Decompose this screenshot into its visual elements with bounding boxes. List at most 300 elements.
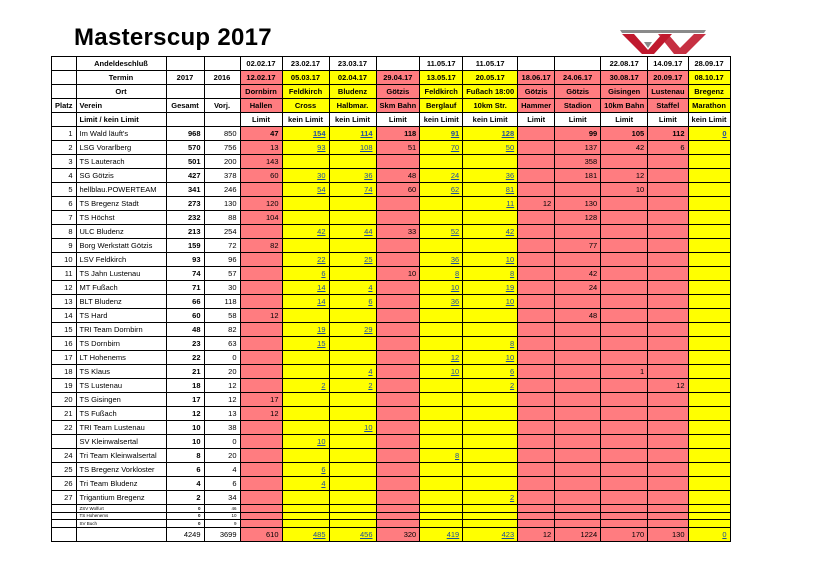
header-row-limit [52,113,731,127]
score-cell: 36 [420,253,463,267]
score-cell [329,491,376,505]
table-row [52,421,731,435]
ort-label: Ort [76,85,166,99]
score-cell: 93 [282,141,329,155]
score-cell [555,435,601,449]
score-cell: 24 [555,281,601,295]
score-cell [601,267,648,281]
score-cell: 74 [329,183,376,197]
score-cell: 4 [329,365,376,379]
table-row [52,393,731,407]
score-cell [648,337,688,351]
score-cell [240,281,282,295]
score-cell: 17 [240,393,282,407]
score-cell [420,491,463,505]
score-cell [420,512,463,520]
gesamt-cell: 23 [166,337,204,351]
score-cell: 82 [240,239,282,253]
table-row [52,267,731,281]
platz-cell: 9 [52,239,77,253]
gesamt-label: Gesamt [166,99,204,113]
vorj-cell: 246 [204,183,240,197]
score-cell [688,225,730,239]
race-termin: 24.06.17 [555,71,601,85]
score-cell [518,379,555,393]
score-cell: 114 [329,127,376,141]
score-cell [555,393,601,407]
anmeldeschluss-label: Andeldeschluß [76,57,166,71]
gesamt-cell: 22 [166,351,204,365]
score-cell [688,463,730,477]
score-cell [376,197,420,211]
score-cell [688,351,730,365]
table-row [52,477,731,491]
total-score: 423 [463,527,518,541]
score-cell [648,309,688,323]
score-cell [555,365,601,379]
race-termin: 05.03.17 [282,71,329,85]
score-cell [601,435,648,449]
score-cell [601,351,648,365]
total-score: 456 [329,527,376,541]
score-cell [282,155,329,169]
score-cell [518,512,555,520]
score-cell: 25 [329,253,376,267]
gesamt-cell: 501 [166,155,204,169]
race-limit: kein Limit [463,113,518,127]
verein-cell: LT Hohenems [76,351,166,365]
score-cell: 137 [555,141,601,155]
score-cell [463,520,518,528]
vorj-cell: 72 [204,239,240,253]
score-cell: 128 [555,211,601,225]
verein-cell: TS Hohenems [76,512,166,520]
race-bewerb: Staffel [648,99,688,113]
score-cell: 4 [329,281,376,295]
score-cell [648,267,688,281]
score-cell: 6 [329,295,376,309]
score-cell [555,520,601,528]
score-cell [648,169,688,183]
score-cell: 33 [376,225,420,239]
score-cell: 8 [420,449,463,463]
score-cell [518,463,555,477]
platz-cell: 14 [52,309,77,323]
score-cell [376,520,420,528]
race-anmeldeschluss: 11.05.17 [463,57,518,71]
verein-cell: TS Klaus [76,365,166,379]
score-cell: 50 [463,141,518,155]
vorj-cell: 96 [204,253,240,267]
total-score: 170 [601,527,648,541]
score-cell [518,225,555,239]
score-cell [518,239,555,253]
score-cell [329,477,376,491]
totals-blank [52,527,77,541]
score-cell [463,477,518,491]
race-ort: Götzis [555,85,601,99]
score-cell: 15 [282,337,329,351]
score-cell: 105 [601,127,648,141]
table-row [52,211,731,225]
table-row [52,449,731,463]
platz-cell: 12 [52,281,77,295]
score-cell [463,211,518,225]
score-cell [688,379,730,393]
score-cell [329,337,376,351]
score-cell [240,225,282,239]
gesamt-cell: 570 [166,141,204,155]
verein-cell: TS Fußach [76,407,166,421]
totals-blank [76,527,166,541]
table-row [52,141,731,155]
score-cell [648,512,688,520]
header-blank [204,113,240,127]
platz-cell: 4 [52,169,77,183]
table-row [52,281,731,295]
race-limit: Limit [518,113,555,127]
score-cell: 42 [463,225,518,239]
gesamt-cell: 273 [166,197,204,211]
score-cell: 10 [376,267,420,281]
vorj-cell: 58 [204,309,240,323]
score-cell: 12 [601,169,648,183]
header-blank [166,57,204,71]
score-cell: 36 [463,169,518,183]
gesamt-cell: 10 [166,421,204,435]
score-cell [688,281,730,295]
race-termin: 18.06.17 [518,71,555,85]
race-limit: kein Limit [329,113,376,127]
score-cell [518,407,555,421]
score-cell: 14 [282,295,329,309]
score-cell [282,421,329,435]
score-cell [329,197,376,211]
score-cell [420,407,463,421]
score-cell [601,197,648,211]
score-cell [688,197,730,211]
gesamt-cell: 74 [166,267,204,281]
year-2017-label: 2017 [166,71,204,85]
vorj-cell: 82 [204,323,240,337]
race-anmeldeschluss: 14.09.17 [648,57,688,71]
score-cell: 10 [282,435,329,449]
gesamt-cell: 232 [166,211,204,225]
race-ort: Feldkirch [282,85,329,99]
race-ort: Fußach 18:00 [463,85,518,99]
race-limit: Limit [555,113,601,127]
score-cell [376,155,420,169]
score-cell [463,435,518,449]
score-cell [601,281,648,295]
score-cell [376,512,420,520]
total-score: 485 [282,527,329,541]
score-cell [376,309,420,323]
race-termin: 20.05.17 [463,71,518,85]
score-cell [648,351,688,365]
header-blank [166,85,204,99]
score-cell [376,281,420,295]
platz-cell: 19 [52,379,77,393]
score-cell [329,267,376,281]
score-cell [329,239,376,253]
header-blank [52,57,77,71]
score-cell: 10 [329,421,376,435]
score-cell [518,449,555,463]
race-bewerb: Hammer [518,99,555,113]
score-cell: 104 [240,211,282,225]
score-cell [688,309,730,323]
score-cell [555,323,601,337]
race-ort: Bregenz [688,85,730,99]
score-cell [648,477,688,491]
gesamt-cell: 427 [166,169,204,183]
score-cell: 77 [555,239,601,253]
score-cell [601,211,648,225]
score-cell [420,211,463,225]
vorj-cell: 63 [204,337,240,351]
score-cell [518,421,555,435]
score-cell: 48 [555,309,601,323]
vorj-cell: 46 [204,505,240,513]
score-cell [240,421,282,435]
header-row-columns [52,99,731,113]
vorj-cell: 756 [204,141,240,155]
score-cell [420,393,463,407]
platz-cell: 11 [52,267,77,281]
score-cell: 6 [282,267,329,281]
score-cell [420,505,463,513]
score-cell [240,449,282,463]
vorj-cell: 118 [204,295,240,309]
platz-cell [52,520,77,528]
score-cell [463,421,518,435]
score-cell: 60 [376,183,420,197]
score-cell [240,512,282,520]
score-cell [282,211,329,225]
platz-cell: 24 [52,449,77,463]
table-row [52,463,731,477]
score-cell [282,365,329,379]
vorj-cell: 12 [204,393,240,407]
score-cell [240,520,282,528]
score-cell [329,211,376,225]
vorj-cell: 12 [204,379,240,393]
score-cell [282,505,329,513]
score-cell [518,309,555,323]
totals-row [52,527,731,541]
platz-cell: 7 [52,211,77,225]
platz-label: Platz [52,99,77,113]
score-cell [555,421,601,435]
score-cell [240,253,282,267]
results-table [51,56,731,542]
total-gesamt: 4249 [166,527,204,541]
score-cell [518,520,555,528]
score-cell: 19 [282,323,329,337]
score-cell: 47 [240,127,282,141]
race-ort: Feldkirch [420,85,463,99]
score-cell: 10 [601,183,648,197]
score-cell [688,365,730,379]
score-cell [555,449,601,463]
score-cell [555,512,601,520]
score-cell [601,421,648,435]
score-cell [518,267,555,281]
score-cell [376,239,420,253]
score-cell [518,351,555,365]
header-blank [52,85,77,99]
score-cell [282,239,329,253]
score-cell [518,253,555,267]
table-row [52,337,731,351]
score-cell [648,491,688,505]
score-cell: 44 [329,225,376,239]
table-row [52,435,731,449]
platz-cell: 13 [52,295,77,309]
score-cell: 51 [376,141,420,155]
race-bewerb: Hallen [240,99,282,113]
score-cell [518,295,555,309]
gesamt-cell: 0 [166,512,204,520]
gesamt-cell: 10 [166,435,204,449]
score-cell [648,393,688,407]
score-cell [688,295,730,309]
race-limit: kein Limit [420,113,463,127]
total-score: 419 [420,527,463,541]
score-cell: 52 [420,225,463,239]
score-cell: 0 [688,127,730,141]
score-cell [518,477,555,491]
gesamt-cell: 66 [166,295,204,309]
score-cell: 10 [463,351,518,365]
score-cell [688,239,730,253]
score-cell [601,295,648,309]
score-cell: 81 [463,183,518,197]
score-cell: 30 [282,169,329,183]
score-cell [555,225,601,239]
score-cell [420,477,463,491]
gesamt-cell: 17 [166,393,204,407]
gesamt-cell: 6 [166,463,204,477]
score-cell [463,449,518,463]
score-cell [463,155,518,169]
page-title: Masterscup 2017 [74,24,272,51]
score-cell [688,421,730,435]
table-row [52,379,731,393]
limit-label: Limit / kein Limit [76,113,166,127]
gesamt-cell: 93 [166,253,204,267]
vorj-cell: 13 [204,407,240,421]
verein-cell: TS Bregenz Vorkloster [76,463,166,477]
score-cell [376,463,420,477]
score-cell [420,463,463,477]
score-cell [518,365,555,379]
vorj-cell: 10 [204,512,240,520]
table-row [52,505,731,513]
score-cell [518,505,555,513]
platz-cell: 6 [52,197,77,211]
score-cell [463,309,518,323]
score-cell [240,267,282,281]
score-cell: 70 [420,141,463,155]
score-cell: 54 [282,183,329,197]
score-cell [601,520,648,528]
score-cell [240,505,282,513]
header-blank [204,57,240,71]
score-cell [518,281,555,295]
vorj-cell: 57 [204,267,240,281]
score-cell [648,295,688,309]
table-row [52,351,731,365]
verein-cell: TS Dornbirn [76,337,166,351]
platz-cell: 5 [52,183,77,197]
score-cell [648,197,688,211]
score-cell [282,407,329,421]
vorj-cell: 20 [204,365,240,379]
score-cell [329,505,376,513]
score-cell [601,323,648,337]
score-cell [329,393,376,407]
total-score: 12 [518,527,555,541]
score-cell [688,183,730,197]
header-row-termin [52,71,731,85]
table-row [52,512,731,520]
score-cell [555,351,601,365]
verein-cell: TS Jahn Lustenau [76,267,166,281]
race-limit: Limit [376,113,420,127]
table-row [52,197,731,211]
score-cell [463,239,518,253]
score-cell [240,463,282,477]
vorj-cell: 0 [204,351,240,365]
table-row [52,295,731,309]
score-cell: 6 [463,365,518,379]
gesamt-cell: 0 [166,520,204,528]
score-cell [420,239,463,253]
vorj-cell: 200 [204,155,240,169]
score-cell [601,393,648,407]
score-cell [688,512,730,520]
vorj-cell: 38 [204,421,240,435]
verein-cell: TS Gisingen [76,393,166,407]
score-cell [648,365,688,379]
score-cell: 12 [420,351,463,365]
verein-cell: BLT Bludenz [76,295,166,309]
score-cell [518,393,555,407]
score-cell [420,520,463,528]
score-cell: 8 [463,337,518,351]
score-cell [601,477,648,491]
score-cell [555,491,601,505]
race-anmeldeschluss: 02.02.17 [240,57,282,71]
platz-cell: 18 [52,365,77,379]
score-cell [555,407,601,421]
race-bewerb: Skm Bahn [376,99,420,113]
score-cell [376,421,420,435]
score-cell [648,183,688,197]
score-cell [688,477,730,491]
table-row [52,225,731,239]
score-cell [282,393,329,407]
score-cell: 14 [282,281,329,295]
total-vorj: 3699 [204,527,240,541]
score-cell [648,520,688,528]
score-cell: 2 [463,491,518,505]
gesamt-cell: 12 [166,407,204,421]
platz-cell: 3 [52,155,77,169]
race-limit: Limit [601,113,648,127]
